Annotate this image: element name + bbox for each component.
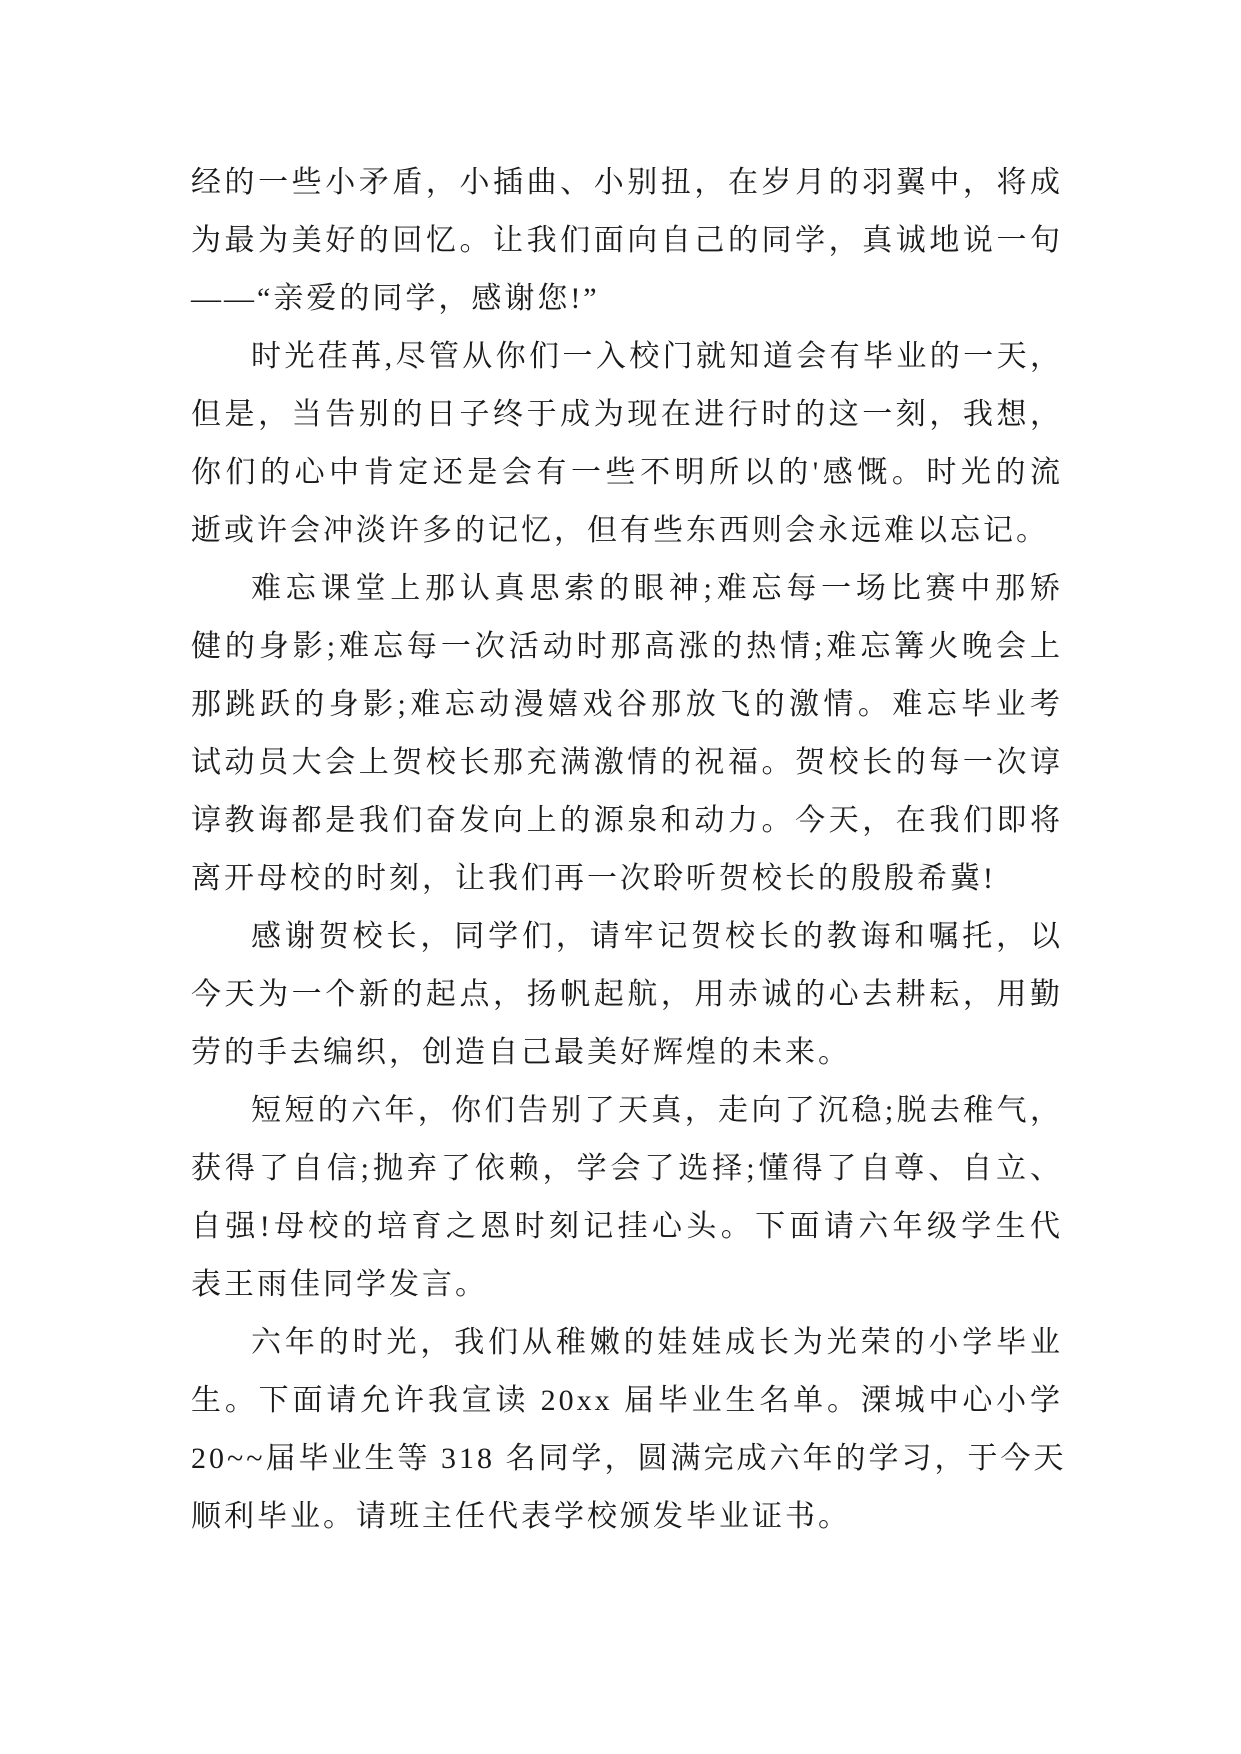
text-line: 感谢贺校长，同学们，请牢记贺校长的教诲和嘱托，以 <box>251 920 1063 953</box>
text-line: 健的身影;难忘每一次活动时那高涨的热情;难忘篝火晚会上 <box>191 630 1063 663</box>
text-line: 顺利毕业。请班主任代表学校颁发毕业证书。 <box>191 1500 851 1533</box>
text-line: ——“亲爱的同学，感谢您!” <box>191 282 600 315</box>
text-line: 离开母校的时刻，让我们再一次聆听贺校长的殷殷希冀! <box>191 862 996 895</box>
text-line: 获得了自信;抛弃了依赖，学会了选择;懂得了自尊、自立、 <box>191 1152 1063 1185</box>
text-line: 谆教诲都是我们奋发向上的源泉和动力。今天，在我们即将 <box>191 804 1063 837</box>
text-line: 经的一些小矛盾，小插曲、小别扭，在岁月的羽翼中，将成 <box>191 166 1063 199</box>
text-line: 那跳跃的身影;难忘动漫嬉戏谷那放飞的激情。难忘毕业考 <box>191 688 1063 721</box>
text-line: 为最为美好的回忆。让我们面向自己的同学，真诚地说一句 <box>191 224 1063 257</box>
text-line: 表王雨佳同学发言。 <box>191 1268 488 1301</box>
paragraph <box>191 1314 1067 1546</box>
text-line: 短短的六年，你们告别了天真，走向了沉稳;脱去稚气， <box>251 1094 1063 1127</box>
text-line: 今天为一个新的起点，扬帆起航，用赤诚的心去耕耘，用勤 <box>191 978 1063 1011</box>
text-line: 自强!母校的培育之恩时刻记挂心头。下面请六年级学生代 <box>191 1210 1063 1243</box>
document-body <box>191 154 1067 1546</box>
paragraph <box>191 908 1063 1082</box>
text-line: 试动员大会上贺校长那充满激情的祝福。贺校长的每一次谆 <box>191 746 1063 779</box>
text-line: 但是，当告别的日子终于成为现在进行时的这一刻，我想， <box>191 398 1063 431</box>
text-line: 逝或许会冲淡许多的记忆，但有些东西则会永远难以忘记。 <box>191 514 1049 547</box>
text-line: 20~~届毕业生等 318 名同学，圆满完成六年的学习，于今天 <box>191 1442 1067 1475</box>
text-line: 难忘课堂上那认真思索的眼神;难忘每一场比赛中那矫 <box>251 572 1063 605</box>
paragraph <box>191 328 1063 560</box>
paragraph <box>191 560 1063 908</box>
text-line: 生。下面请允许我宣读 20xx 届毕业生名单。溧城中心小学 <box>191 1384 1063 1417</box>
text-line: 劳的手去编织，创造自己最美好辉煌的未来。 <box>191 1036 851 1069</box>
paragraph <box>191 1082 1063 1314</box>
paragraph <box>191 154 1063 328</box>
text-line: 六年的时光，我们从稚嫩的娃娃成长为光荣的小学毕业 <box>251 1326 1063 1359</box>
text-line: 你们的心中肯定还是会有一些不明所以的'感慨。时光的流 <box>191 456 1063 489</box>
text-line: 时光荏苒,尽管从你们一入校门就知道会有毕业的一天， <box>251 340 1063 373</box>
